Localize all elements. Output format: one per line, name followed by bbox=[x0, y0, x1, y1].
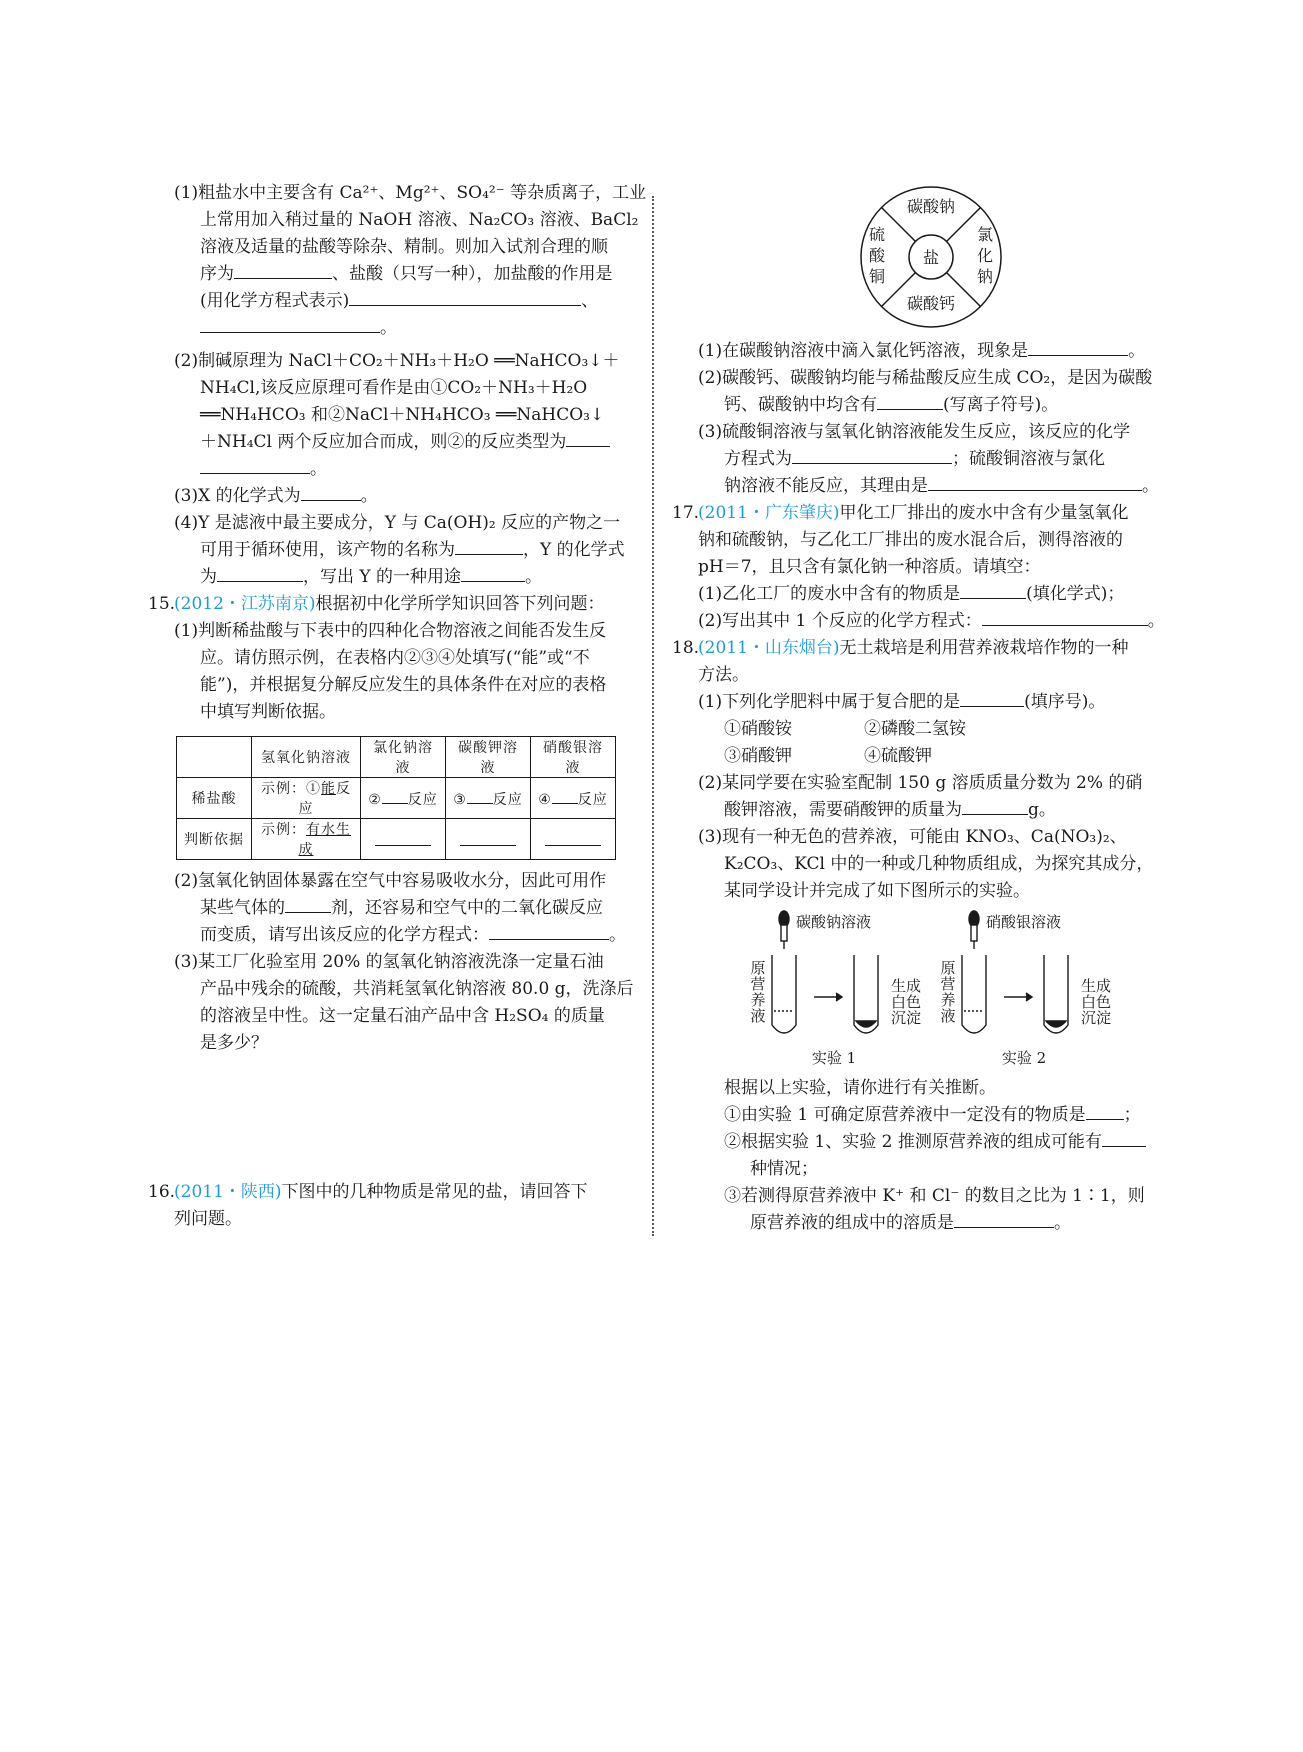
svg-text:化: 化 bbox=[976, 246, 994, 265]
answer-blank bbox=[552, 787, 578, 804]
svg-text:生成: 生成 bbox=[1080, 977, 1112, 995]
svg-text:氯: 氯 bbox=[976, 225, 994, 244]
question-number: 15. bbox=[148, 594, 176, 614]
answer-blank bbox=[982, 609, 1148, 626]
answer-blank bbox=[382, 787, 408, 804]
svg-text:酸: 酸 bbox=[868, 246, 886, 265]
answer-blank bbox=[375, 829, 431, 846]
answer-blank bbox=[489, 923, 609, 940]
svg-text:白色: 白色 bbox=[890, 993, 922, 1011]
right-column bbox=[672, 182, 1168, 1237]
answer-blank bbox=[877, 393, 943, 410]
question-source: (2011・广东肇庆) bbox=[698, 503, 840, 523]
answer-blank bbox=[461, 565, 525, 582]
answer-blank bbox=[960, 582, 1026, 599]
svg-text:沉淀: 沉淀 bbox=[890, 1009, 922, 1027]
wheel-left-label bbox=[869, 225, 886, 286]
answer-blank bbox=[234, 262, 332, 279]
question-14-part-3: (3)X 的化学式为 。 bbox=[174, 486, 378, 506]
svg-text:钠: 钠 bbox=[976, 267, 994, 286]
svg-text:沉淀: 沉淀 bbox=[1080, 1009, 1112, 1027]
answer-blank bbox=[545, 829, 601, 846]
question-number: 16. bbox=[148, 1182, 176, 1202]
question-number: 17. bbox=[672, 503, 700, 523]
answer-blank bbox=[217, 565, 303, 582]
svg-text:液: 液 bbox=[940, 1007, 956, 1025]
wheel-center-label: 盐 bbox=[922, 248, 940, 267]
answer-blank bbox=[1102, 1130, 1146, 1147]
svg-text:养: 养 bbox=[750, 991, 766, 1009]
svg-text:硝酸银溶液: 硝酸银溶液 bbox=[986, 913, 1062, 931]
answer-blank bbox=[1086, 1103, 1124, 1120]
answer-blank bbox=[200, 457, 310, 474]
experiment-1-label: 实验 1 bbox=[811, 1049, 857, 1067]
question-16-stem: 16. (2011・陕西)下图中的几种物质是常见的盐，请回答下 列问题。 bbox=[148, 1179, 638, 1233]
answer-blank bbox=[1028, 339, 1128, 356]
question-16-parts: (1)在碳酸钠溶液中滴入氯化钙溶液，现象是 。 (2)碳酸钙、碳酸钠均能与稀盐酸反应生成 CO₂，是因为碳酸 钙、碳酸钠中均含有 (写离子符号)。 (3)硫酸铜溶液与氢氧化钠溶液能发生反应，该反应的化学 方程式为 ；硫酸铜溶液与氯化 钠溶液不能反应，其理由是 。 bbox=[698, 341, 1159, 496]
column-divider bbox=[652, 196, 654, 1236]
left-column bbox=[148, 180, 647, 1233]
answer-blank bbox=[792, 447, 952, 464]
answer-blank bbox=[566, 430, 610, 447]
question-source: (2011・陕西) bbox=[174, 1182, 282, 1202]
wheel-right-label bbox=[977, 225, 993, 286]
svg-text:硫: 硫 bbox=[868, 225, 886, 244]
svg-text:养: 养 bbox=[940, 991, 956, 1009]
svg-text:铜: 铜 bbox=[868, 267, 886, 286]
svg-text:原: 原 bbox=[940, 959, 956, 977]
svg-text:营: 营 bbox=[750, 975, 766, 993]
answer-blank bbox=[460, 829, 516, 846]
question-source: (2011・山东烟台) bbox=[698, 638, 840, 658]
svg-text:碳酸钠溶液: 碳酸钠溶液 bbox=[796, 913, 872, 931]
answer-blank bbox=[301, 484, 361, 501]
answer-blank bbox=[349, 289, 581, 306]
answer-blank bbox=[928, 474, 1142, 491]
answer-space bbox=[148, 1057, 638, 1179]
answer-blank bbox=[467, 787, 493, 804]
question-source: (2012・江苏南京) bbox=[174, 594, 316, 614]
svg-text:原: 原 bbox=[750, 959, 766, 977]
svg-text:生成: 生成 bbox=[890, 977, 922, 995]
answer-blank bbox=[285, 896, 331, 913]
question-number: 18. bbox=[672, 638, 700, 658]
experiment-diagram bbox=[732, 905, 1152, 1075]
experiment-2-label: 实验 2 bbox=[1001, 1049, 1047, 1067]
answer-blank bbox=[954, 1211, 1054, 1228]
wheel-bottom-label: 碳酸钙 bbox=[906, 294, 956, 313]
wheel-top-label: 碳酸钠 bbox=[906, 197, 956, 216]
reaction-table: 氢氧化钠溶液 氯化钠溶液 碳酸钾溶液 硝酸银溶液 稀盐酸 示例：①能反应 ② 反应 ③ 反应 ④ 反应 判断依据 示例：有水生成 bbox=[176, 736, 616, 860]
answer-blank bbox=[200, 316, 380, 333]
question-18: 18. (2011・山东烟台)无土栽培是利用营养液栽培作物的一种 方法。 (1)下列化学肥料中属于复合肥的是 (填序号)。 ①硝酸铵 ②磷酸二氢铵 ③硝酸钾 ④硫酸钾 (2)某同学要在实验室配制 150 g 溶质质量分数为 2% 的硝 酸钾溶液，需要硝酸钾的质量为 g。 (3)现有一种无色的营养液，可能由 KNO₃、Ca(NO₃)₂、 K₂CO₃、KCl 中的一种或几种物质组成，为探究其成分， 某同学设计并完成了如下图所示的实验。 碳酸钠溶液 原 营 养 液 生成 白色 沉淀 实验 1 硝酸银溶液 原 营 养 液 生成 白色 沉淀 实验 2 根据以上实验，请你进行有关推断。 ①由实验 1 可确定原营养液中一定没有的物质是 ； ②根据实验 1、实验 2 推测原营养液的组成可能有 种情况； ③若测得原营养液中 K⁺ 和 Cl⁻ 的数目之比为 1∶1，则 原营养液的组成中的溶质是 。 bbox=[672, 635, 1168, 1237]
svg-text:白色: 白色 bbox=[1080, 993, 1112, 1011]
salt-wheel-diagram bbox=[856, 182, 1006, 332]
question-14-part-2: (2)制碱原理为 NaCl＋CO₂＋NH₃＋H₂O ══NaHCO₃↓＋ NH₄Cl,该反应原理可看作是由①CO₂＋NH₃＋H₂O ══NH₄HCO₃ 和②NaCl＋NH₄HCO₃ ══NaHCO₃↓ ＋NH₄Cl 两个反应加合而成，则②的反应类型为 。 bbox=[174, 351, 620, 479]
question-14-part-4: (4)Y 是滤液中最主要成分，Y 与 Ca(OH)₂ 反应的产物之一 可用于循环使用，该产物的名称为 ，Y 的化学式 为 ，写出 Y 的一种用途 。 bbox=[174, 513, 625, 587]
answer-blank bbox=[962, 798, 1028, 815]
question-14-part-1: (1)粗盐水中主要含有 Ca²⁺、Mg²⁺、SO₄²⁻ 等杂质离子，工业 上常用加入稍过量的 NaOH 溶液、Na₂CO₃ 溶液、BaCl₂ 溶液及适量的盐酸等除杂、精制。则加入试剂合理的顺 序为 、盐酸（只写一种），加盐酸的作用是 (用化学方程式表示) 、 。 bbox=[174, 183, 647, 338]
answer-blank bbox=[455, 538, 523, 555]
svg-text:液: 液 bbox=[750, 1007, 766, 1025]
question-15: 15. (2012・江苏南京)根据初中化学所学知识回答下列问题： (1)判断稀盐酸与下表中的四种化合物溶液之间能否发生反 应。请仿照示例，在表格内②③④处填写(“能”或“不 能”)，并根据复分解反应发生的具体条件在对应的表格 中填写判断依据。 氢氧化钠溶液 氯化钠溶液 碳酸钾溶液 硝酸银溶液 稀盐酸 示例：①能反应 ② 反应 ③ 反应 ④ 反应 判断依据 示例：有水生成 (2)氢氧化钠固体暴露在空气中容易吸收水分，因此可用作 某些气体的 剂，还容易和空气中的二氧化碳反应 而变质，请写出该反应的化学方程式： 。 (3)某工厂化验室用 20% 的氢氧化钠溶液洗涤一定量石油 产品中残余的硫酸，共消耗氢氧化钠溶液 80.0 g，洗涤后 的溶液呈中性。这一定量石油产品中含 H₂SO₄ 的质量 是多少？ bbox=[148, 591, 638, 1057]
svg-text:营: 营 bbox=[940, 975, 956, 993]
question-17: 17. (2011・广东肇庆)甲化工厂排出的废水中含有少量氢氧化 钠和硫酸钠，与乙化工厂排出的废水混合后，测得溶液的 pH＝7，且只含有氯化钠一种溶质。请填空： (1)乙化工厂的废水中含有的物质是 (填化学式)； (2)写出其中 1 个反应的化学方程式： 。 bbox=[672, 500, 1168, 635]
answer-blank bbox=[960, 690, 1024, 707]
